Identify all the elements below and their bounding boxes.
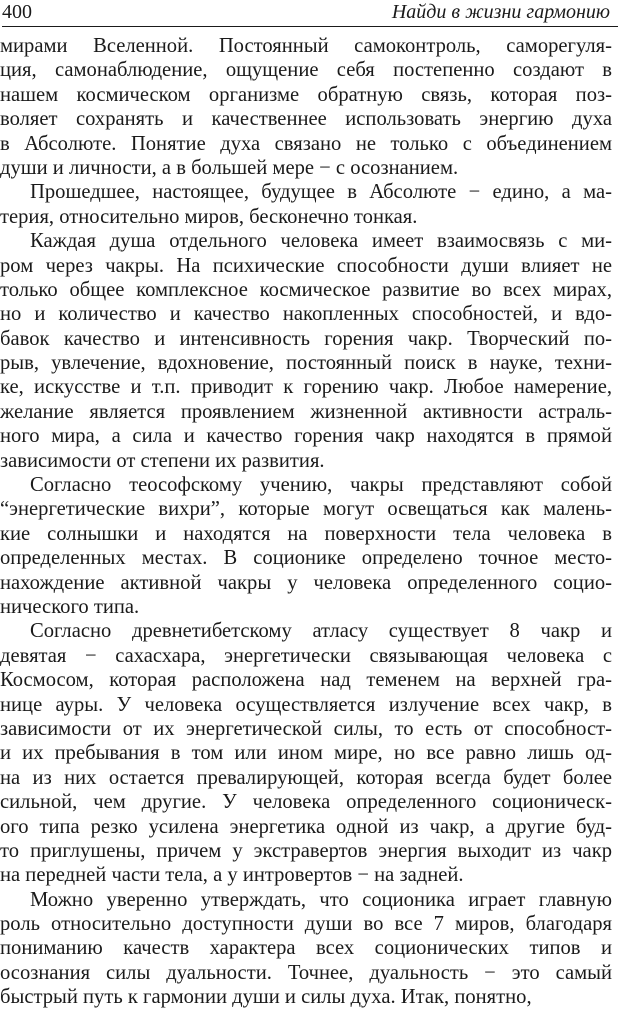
text-line: пониманию качеств характера всех соционических типов и <box>0 937 612 960</box>
paragraph <box>0 473 612 619</box>
text-line: терия, относительно миров, бесконечно тонкая. <box>0 205 418 228</box>
text-line: нического типа. <box>0 595 140 618</box>
text-line: нахождение активной чакры у человека определенного социо- <box>0 571 612 594</box>
page-number: 400 <box>2 1 32 23</box>
text-line: воляет сохранять и качественнее использовать энергию духа <box>0 108 612 131</box>
text-line: но и количество и качество накопленных способностей, и вдо- <box>0 303 612 326</box>
text-line: зависимости от их энергетической силы, то есть от способност- <box>0 717 612 740</box>
text-line: ого типа резко усилена энергетика одной из чакр, а другие буд- <box>0 815 612 838</box>
text-line: ного мира, а сила и качество горения чакр находятся в прямой <box>0 425 612 448</box>
text-line: определенных местах. В соционике определено точное место- <box>0 547 612 570</box>
text-line: быстрый путь к гармонии души и силы духа. Итак, понятно, <box>0 986 532 1009</box>
text-line: Космосом, которая расположена над теменем на верхней гра- <box>0 669 612 692</box>
body-text <box>0 34 612 1010</box>
text-line: Можно уверенно утверждать, что соционика играет главную <box>30 888 612 911</box>
text-line: на передней части тела, а у интровертов − на задней. <box>0 864 464 887</box>
running-title: Найди в жизни гармонию <box>391 1 610 23</box>
text-line: роль относительно доступности души во все 7 миров, благодаря <box>0 913 612 936</box>
text-line: сильной, чем другие. У человека определенного соционическ- <box>0 791 612 814</box>
text-line: Прошедшее, настоящее, будущее в Абсолюте − едино, а ма- <box>30 181 612 204</box>
text-line: Каждая душа отдельного человека имеет взаимосвязь с ми- <box>30 230 612 253</box>
paragraph <box>0 229 612 473</box>
text-line: нашем космическом организме обратную связь, которая поз- <box>0 83 612 106</box>
text-line: девятая − сахасхара, энергетически связывающая человека с <box>0 644 612 667</box>
text-line: ром через чакры. На психические способности души влияет не <box>0 254 612 277</box>
text-line: мирами Вселенной. Постоянный самоконтроль, саморегуля- <box>0 35 612 57</box>
text-line: только общее комплексное космическое развитие во всех мирах, <box>0 278 612 301</box>
text-line: души и личности, а в большей мере − с осознанием. <box>0 156 459 179</box>
text-line: в Абсолюте. Понятие духа связано не только с объединением <box>0 132 612 155</box>
text-line: ке, искусстве и т.п. приводит к горению чакр. Любое намерение, <box>0 376 612 399</box>
text-line: осознания силы дуальности. Точнее, дуальность − это самый <box>0 961 612 984</box>
text-line: Согласно теософскому учению, чакры представляют собой <box>30 474 612 497</box>
text-line: бавок качество и интенсивность горения чакр. Творческий по- <box>0 327 612 350</box>
paragraph <box>0 180 612 229</box>
text-line: кие солнышки и находятся на поверхности тела человека в <box>0 522 612 545</box>
text-line: то приглушены, причем у экстравертов энергия выходит из чакр <box>0 839 612 862</box>
paragraph <box>0 888 612 1010</box>
text-line: нице ауры. У человека осуществляется излучение всех чакр, в <box>0 693 612 716</box>
text-line: желание является проявлением жизненной активности астраль- <box>0 400 612 423</box>
text-line: “энергетические вихри”, которые могут освещаться как малень- <box>0 498 612 521</box>
text-line: и их пребывания в том или ином мире, но все равно лишь од- <box>0 742 612 765</box>
text-line: рыв, увлечение, вдохновение, постоянный поиск в науке, техни- <box>0 352 612 375</box>
running-head <box>2 0 618 27</box>
paragraph <box>0 34 612 180</box>
text-line: зависимости от степени их развития. <box>0 449 325 472</box>
text-line: на из них остается превалирующей, которая всегда будет более <box>0 766 612 789</box>
text-line: Согласно древнетибетскому атласу существует 8 чакр и <box>30 620 612 643</box>
paragraph <box>0 619 612 887</box>
text-line: ция, самонаблюдение, ощущение себя постепенно создают в <box>0 59 612 82</box>
